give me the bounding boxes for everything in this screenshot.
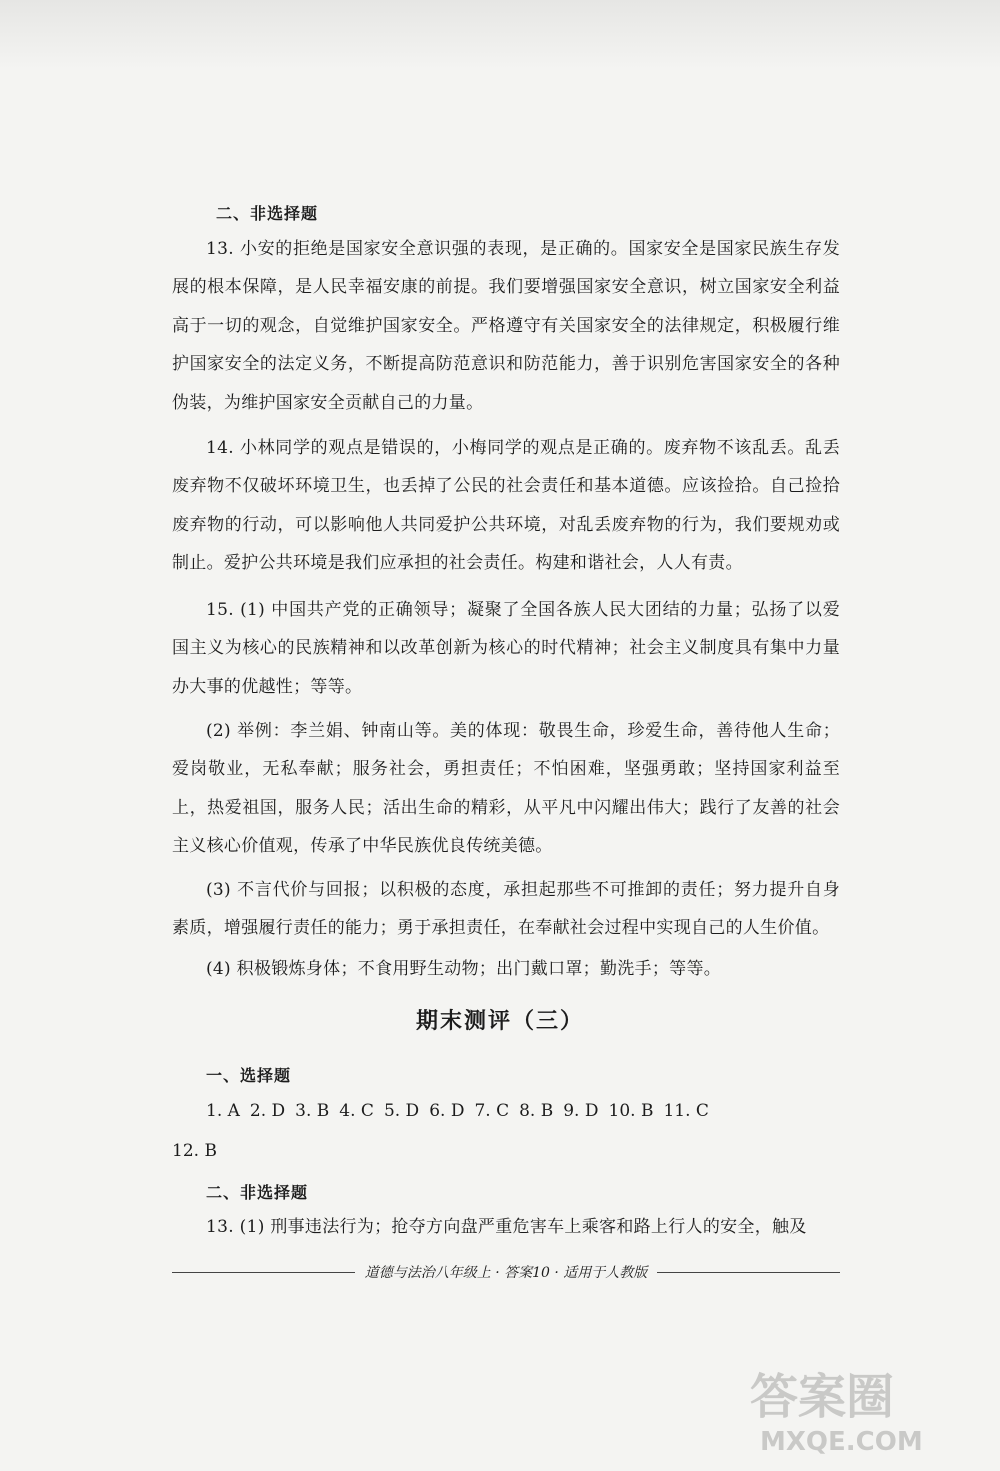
answer-paragraph-15-1: 15. (1) 中国共产党的正确领导；凝聚了全国各族人民大团结的力量；弘扬了以爱国主义为核心的民族精神和以改革创新为核心的时代精神；社会主义制度具有集中力量办大事的优越性；等等。 — [172, 600, 840, 697]
answer-item: 7. C — [474, 1101, 510, 1121]
answer-item: 6. D — [429, 1101, 465, 1121]
choice-answers — [172, 1091, 840, 1171]
answer-item: 5. D — [383, 1101, 420, 1121]
watermark-subtext: MXQE.COM — [760, 1427, 923, 1457]
answer-item: 8. B — [519, 1101, 554, 1121]
watermark-text: 答案圈 — [750, 1369, 895, 1425]
watermark-logo — [730, 1358, 960, 1458]
answer-paragraph-15-3: (3) 不言代价与回报；以积极的态度，承担起那些不可推卸的责任；努力提升自身素质，增强履行责任的能力；勇于承担责任，在奉献社会过程中实现自己的人生价值。 — [172, 880, 840, 939]
scan-shadow — [0, 0, 1000, 70]
footer-rule-right — [657, 1272, 840, 1273]
non-choice-heading: 二、非选择题 — [216, 204, 319, 223]
answer-item: 4. C — [339, 1101, 374, 1121]
answer-item: 1. A — [206, 1101, 240, 1121]
footer-rule-left — [172, 1272, 355, 1273]
answer-paragraph-14: 14. 小林同学的观点是错误的，小梅同学的观点是正确的。废弃物不该乱丢。乱丢废弃物不仅破坏环境卫生，也丢掉了公民的社会责任和基本道德。应该捡拾。自己捡拾废弃物的行动，可以影响他人共同爱护公共环境，对乱丢废弃物的行为，我们要规劝或制止。爱护公共环境是我们应承担的社会责任。构建和谐社会，人人有责。 — [172, 438, 840, 574]
answer-item: 9. D — [563, 1101, 599, 1121]
non-choice-heading-2: 二、非选择题 — [206, 1183, 309, 1202]
answer-item: 2. D — [249, 1101, 286, 1121]
page-footer — [172, 1262, 840, 1282]
section-title: 期末测评（三） — [415, 1009, 584, 1034]
answer-paragraph-13: 13. 小安的拒绝是国家安全意识强的表现，是正确的。国家安全是国家民族生存发展的根本保障，是人民幸福安康的前提。我们要增强国家安全意识，树立国家安全利益高于一切的观念，自觉维护国家安全。严格遵守有关国家安全的法律规定，积极履行维护国家安全的法定义务，不断提高防范意识和防范能力，善于识别危害国家安全的各种伪装，为维护国家安全贡献自己的力量。 — [172, 239, 840, 413]
answer-paragraph-15-2: (2) 举例：李兰娟、钟南山等。美的体现：敬畏生命，珍爱生命，善待他人生命；爱岗敬业，无私奉献；服务社会，勇担责任；不怕困难，坚强勇敢；坚持国家利益至上，热爱祖国，服务人民；活出生命的精彩，从平凡中闪耀出伟大；践行了友善的社会主义核心价值观，传承了中华民族优良传统美德。 — [172, 721, 840, 857]
answer-item: 10. B — [608, 1101, 654, 1121]
choice-heading: 一、选择题 — [206, 1066, 292, 1085]
answer-item: 12. B — [172, 1141, 217, 1161]
answer-item: 3. B — [295, 1101, 330, 1121]
answer-item: 11. C — [663, 1101, 709, 1121]
answer-paragraph-13-part2: 13. (1) 刑事违法行为；抢夺方向盘严重危害车上乘客和路上行人的安全，触及 — [206, 1217, 807, 1237]
answer-paragraph-15-4: (4) 积极锻炼身体；不食用野生动物；出门戴口罩；勤洗手；等等。 — [206, 959, 722, 979]
footer-text: 道德与法治八年级上 · 答案10 · 适用于人教版 — [364, 1265, 648, 1281]
